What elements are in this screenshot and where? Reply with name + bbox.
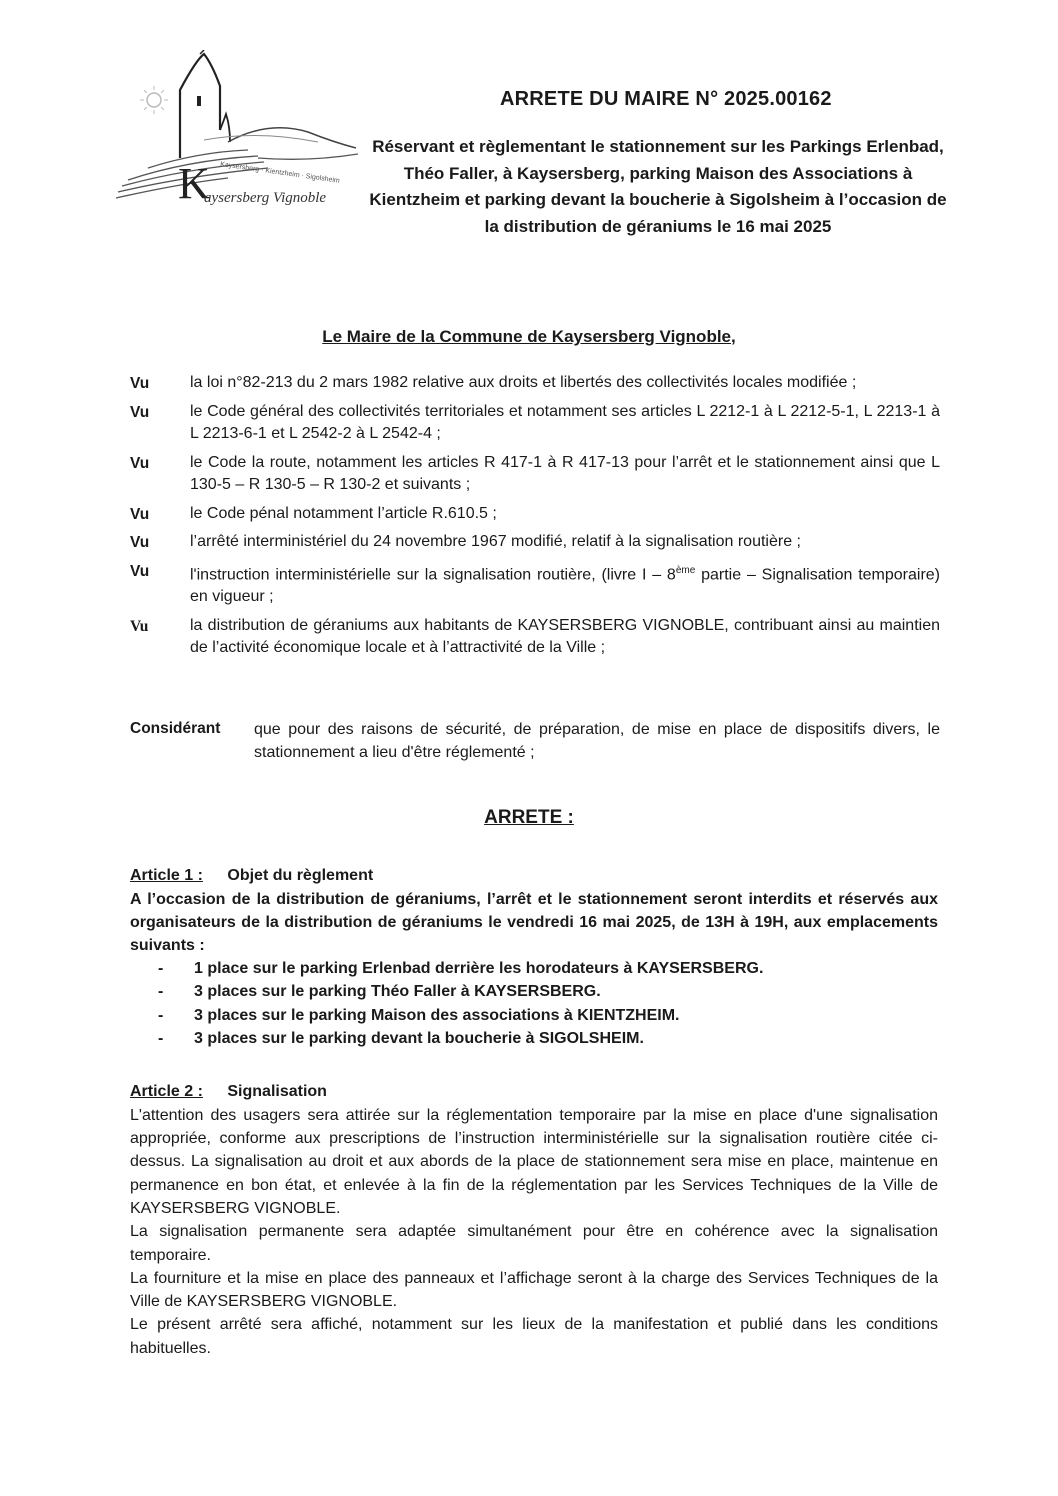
vu-instruction-after: partie – Signalisation temporaire) en vigueur ; [190,565,941,606]
legal-basis-item [130,372,940,395]
vu-text: la loi n°82-213 du 2 mars 1982 relative aux droits et libertés des collectivités locales modifiée ; [190,374,857,391]
vu-label: Vu [130,562,150,580]
list-item: - 1 place sur le parking Erlenbad derrière les horodateurs à KAYSERSBERG. [130,957,938,981]
vu-text: la distribution de géraniums aux habitants de KAYSERSBERG VIGNOBLE, contribuant ainsi au maintien de l’activité économique locale et à l’attractivité de la Ville ; [190,616,940,657]
vu-label: Vu [130,403,150,421]
article-title: Signalisation [227,1083,327,1100]
decree-subtitle: Réservant et règlementant le stationnement sur les Parkings Erlenbad, Théo Faller, à Kaysersberg, parking Maison des Associations à Kientzheim et parking devant la boucherie à Sigolsheim à l’occasion de la distribution de géraniums le 16 mai 2025 [369,137,947,236]
vu-text: l’arrêté interministériel du 24 novembre 1967 modifié, relatif à la signalisation routière ; [190,533,801,550]
legal-basis-item [130,560,940,609]
article-title: Objet du règlement [227,867,374,884]
vu-instruction-before: l'instruction interministérielle sur la signalisation routière, (livre I – 8 [190,565,676,583]
vu-text-instruction [190,560,940,609]
article-intro: A l’occasion de la distribution de géraniums, l’arrêt et le stationnement seront interdits et réservés aux organisateurs de la distribution de géraniums le vendredi 16 mai 2025, de 13H à 19H, aux emplacements suivants : [130,890,938,954]
article-number: Article 1 : [130,867,203,884]
article-header [130,866,938,887]
legal-basis-list [130,372,940,666]
mayor-heading: Le Maire de la Commune de Kaysersberg Vignoble, [322,327,736,346]
municipality-logo [108,50,368,220]
list-item: - 3 places sur le parking devant la boucherie à SIGOLSHEIM. [130,1027,938,1051]
decree-title: ARRETE DU MAIRE N° 2025.00162 [500,88,832,110]
considering-clause [130,718,940,764]
considering-label: Considérant [130,720,221,737]
vu-text: le Code pénal notamment l’article R.610.5 ; [190,504,497,522]
vu-label: Vu [130,534,150,551]
article-paragraph: Le présent arrêté sera affiché, notamment sur les lieux de la manifestation et publié dans les conditions habituelles. [130,1316,938,1357]
legal-basis-item [130,615,940,660]
vu-label: Vu [130,375,150,392]
article-2 [130,1082,938,1360]
vu-label: Vu [130,617,149,635]
article-paragraph: La signalisation permanente sera adaptée simultanément pour être en cohérence avec la signalisation temporaire. [130,1223,938,1264]
considering-text: que pour des raisons de sécurité, de préparation, de mise en place de dispositifs divers, le stationnement a lieu d'être réglementé ; [254,721,940,761]
vu-text: le Code la route, notamment les articles R 417-1 à R 417-13 pour l’arrêt et le stationnement ainsi que L 130-5 – R 130-5 – R 130-2 et suivants ; [190,453,940,493]
article-1 [130,866,938,1051]
legal-basis-item [130,503,940,526]
list-item: - 3 places sur le parking Maison des associations à KIENTZHEIM. [130,1004,938,1028]
legal-basis-item [130,452,940,497]
vu-label: Vu [130,505,150,523]
logo-initial-text: K [178,159,210,208]
church-vineyard-logo-icon [108,50,368,220]
article-paragraph: L'attention des usagers sera attirée sur la réglementation temporaire par la mise en place d'une signalisation appropriée, conforme aux prescriptions de l’instruction interministérielle sur la signalisation routière citée ci-dessus. La signalisation au droit et aux abords de la place de stationnement sera mise en place, maintenue en permanence en bon état, et enlevée à la fin de la réglementation par les Services Techniques de la Ville de KAYSERSBERG VIGNOBLE. [130,1106,938,1217]
legal-basis-item [130,401,940,446]
decree-heading: ARRETE : [484,807,574,828]
legal-basis-item [130,531,940,554]
list-item: - 3 places sur le parking Théo Faller à KAYSERSBERG. [130,980,938,1004]
logo-name-text: aysersberg Vignoble [204,190,327,206]
vu-text: le Code général des collectivités territoriales et notamment ses articles L 2212-1 à L 2212-5-1, L 2213-1 à L 2213-6-1 et L 2542-2 à L 2542-4 ; [190,402,940,442]
article-number: Article 2 : [130,1083,203,1100]
vu-instruction-sup: ème [675,564,696,576]
vu-label: Vu [130,454,150,472]
logo-villages-text: Kaysersberg · Kientzheim · Sigolsheim [219,161,341,185]
reserved-places-list [130,957,938,1051]
article-paragraph: La fourniture et la mise en place des panneaux et l’affichage seront à la charge des Services Techniques de la Ville de KAYSERSBERG VIGNOBLE. [130,1269,938,1311]
article-header [130,1082,938,1103]
